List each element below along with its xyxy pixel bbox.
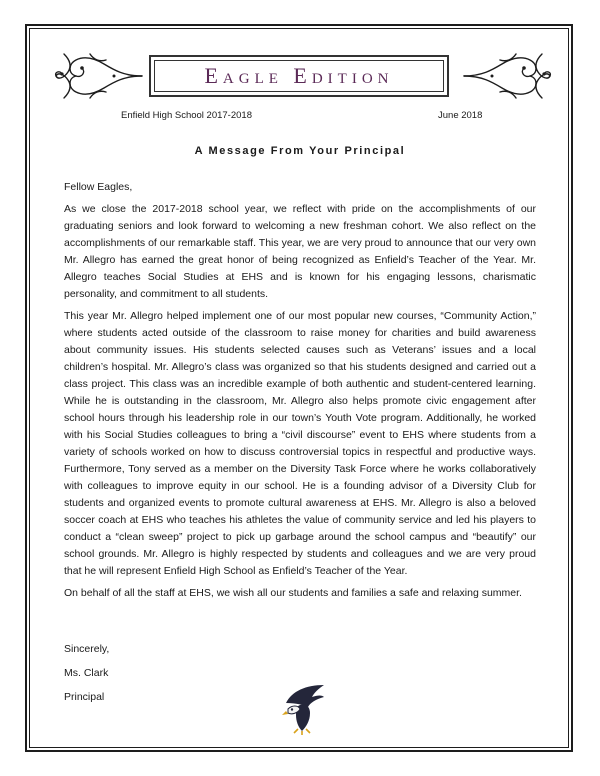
paragraph: As we close the 2017-2018 school year, we reflect with pride on the accomplishments of our graduating seniors and look forward to welcoming a new freshman cohort. We also reflect on the accomplishments of our remarkable staff. This year, we are very proud to announce that our very own Mr. Allegro has earned the great honor of being recognized as Enfield’s Teacher of the Year. Mr. Allegro teaches Social Studies at EHS and is known for his engaging lessons, charismatic personality, and commitment to all students. (64, 203, 536, 300)
eagle-mascot-icon (280, 683, 326, 735)
article-headline: A Message From Your Principal (194, 145, 406, 157)
masthead-title: Eagle Edition (204, 63, 394, 88)
issue-date: June 2018 (438, 110, 483, 121)
masthead-box (149, 55, 449, 97)
paragraph: On behalf of all the staff at EHS, we wish all our students and families a safe and relaxing summer. (64, 587, 522, 599)
salutation: Fellow Eagles, (64, 181, 133, 193)
scroll-flourish-icon (462, 50, 552, 102)
closing: Sincerely, (64, 643, 110, 655)
paragraph: This year Mr. Allegro helped implement one of our most popular new courses, “Community Action,” where students acted outside of the classroom to raise money for charities and build awareness about community issues. His students selected causes such as Veterans’ issues and a local children’s hospital. Mr. Allegro’s class was organized so that his students designed and carried out a class project. This class was an incredible example of both authentic and student-centered learning. While he is outstanding in the classroom, Mr. Allegro also helps promote civic engagement after school hours through his leadership role in our town’s Youth Vote program. Additionally, he worked with his Social Studies colleagues to bring a “civil discourse” event to EHS where students from a variety of schools worked on how to discuss controversial topics in respectful and productive ways. Furthermore, Tony served as a member on the Diversity Task Force where he works collaboratively with colleagues to improve equity in our school. He is a founding advisor of a Diversity Club for students and organized events to promote cultural awareness at EHS. Mr. Allegro is also a beloved soccer coach at EHS who teaches his athletes the value of community service and led his players to conduct a “clean sweep” project to pick up garbage around the school campus and “beautify” our school grounds. Mr. Allegro is highly respected by students and colleagues and we are very proud that he will represent Enfield High School as Enfield’s Teacher of the Year. (64, 310, 536, 577)
article-body (64, 179, 536, 607)
signer-name: Ms. Clark (64, 667, 109, 679)
scroll-flourish-icon (54, 50, 144, 102)
school-year: Enfield High School 2017-2018 (121, 110, 252, 121)
signer-title: Principal (64, 691, 105, 703)
